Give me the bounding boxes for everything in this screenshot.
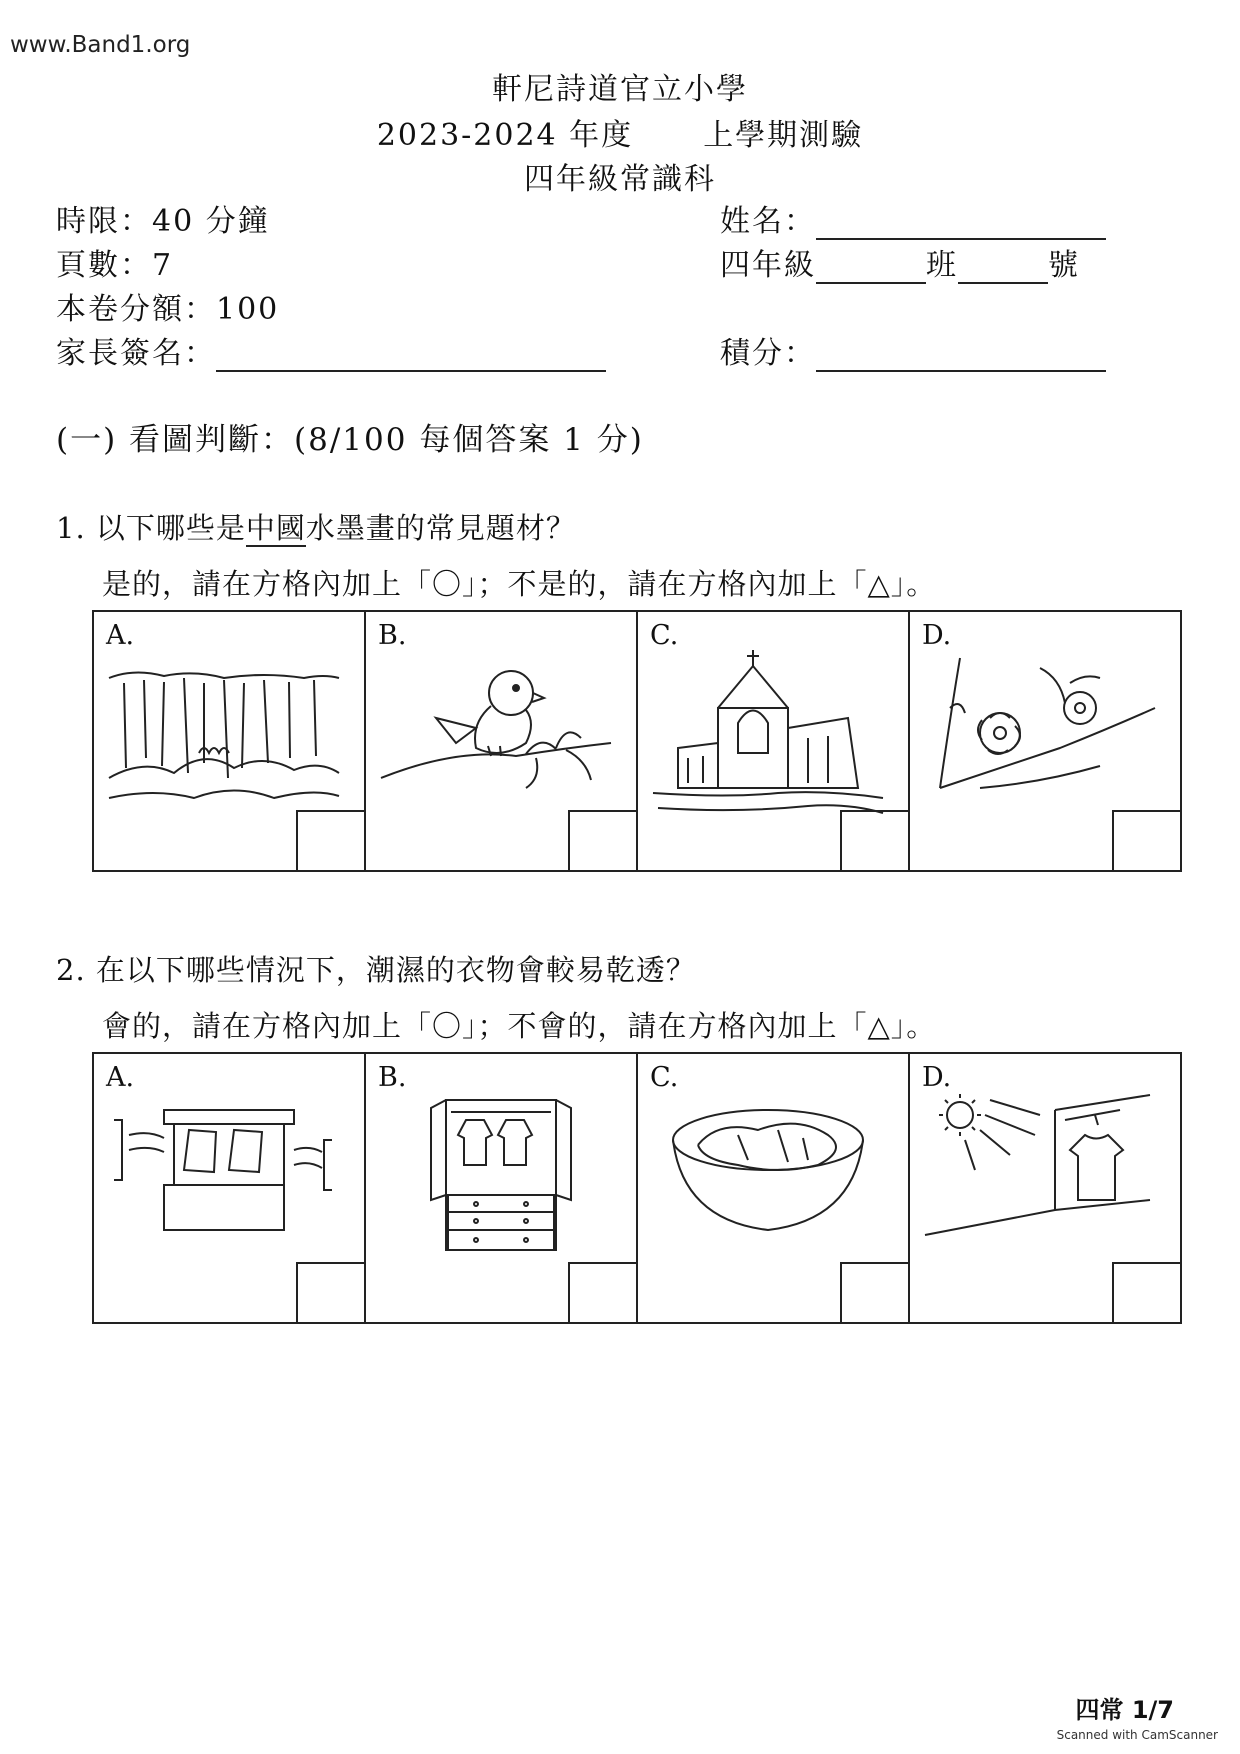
- page-count: 頁數：7: [56, 248, 174, 283]
- answer-box[interactable]: [296, 810, 364, 870]
- option-cell: [366, 612, 638, 870]
- option-label: D.: [922, 1062, 952, 1093]
- question-2-instruction: 會的，請在方格內加上「〇」；不會的，請在方格內加上「△」。: [102, 1009, 937, 1043]
- class-row: [720, 240, 1080, 284]
- clothes-rack-windy-picture-icon: [104, 1090, 344, 1260]
- answer-box[interactable]: [1112, 810, 1180, 870]
- school-year: 2023-2024 年度: [376, 118, 634, 153]
- name-field[interactable]: [816, 208, 1106, 240]
- school-name: 軒尼詩道官立小學: [492, 72, 748, 107]
- answer-box[interactable]: [1112, 1262, 1180, 1322]
- parent-signature-label: 家長簽名：: [56, 336, 216, 371]
- bird-on-branch-picture-icon: [376, 648, 616, 818]
- score-field[interactable]: [816, 340, 1106, 372]
- question-1-options: [92, 610, 1182, 872]
- answer-box[interactable]: [568, 1262, 636, 1322]
- parent-signature-field[interactable]: [216, 340, 606, 372]
- question-text-after: 水墨畫的常見題材？: [305, 511, 576, 545]
- question-text-before: 以下哪些是: [95, 511, 246, 545]
- option-label: C.: [650, 620, 679, 651]
- name-row: [720, 196, 1106, 240]
- score-row: [720, 328, 1106, 372]
- exam-term: 上學期測驗: [703, 118, 864, 153]
- question-1: [56, 506, 576, 547]
- clothes-in-basin-picture-icon: [648, 1090, 888, 1260]
- class-field[interactable]: [816, 252, 926, 284]
- answer-box[interactable]: [296, 1262, 364, 1322]
- parent-signature-row: [56, 328, 606, 372]
- score-label: 積分：: [720, 336, 816, 371]
- answer-box[interactable]: [840, 810, 908, 870]
- option-cell: [366, 1054, 638, 1322]
- option-label: A.: [106, 1062, 135, 1093]
- class-label: 班: [926, 248, 958, 283]
- answer-box[interactable]: [840, 1262, 908, 1322]
- question-underlined-word: 中國: [245, 511, 306, 545]
- plum-blossom-picture-icon: [920, 648, 1160, 818]
- option-label: A.: [106, 620, 135, 651]
- option-label: B.: [378, 1062, 407, 1093]
- option-cell: [638, 1054, 910, 1322]
- waterfall-picture-icon: [104, 648, 344, 818]
- option-cell: [638, 612, 910, 870]
- number-label: 號: [1048, 248, 1080, 283]
- option-cell: [94, 1054, 366, 1322]
- question-2-options: [92, 1052, 1182, 1324]
- clothes-in-sun-picture-icon: [920, 1090, 1160, 1260]
- section-heading: (一) 看圖判斷：(8/100 每個答案 1 分): [56, 422, 644, 458]
- scanner-watermark: Scanned with CamScanner: [1056, 1728, 1218, 1742]
- grade-label: 四年級: [720, 248, 816, 283]
- option-cell: [910, 612, 1180, 870]
- wardrobe-picture-icon: [376, 1090, 616, 1260]
- option-label: B.: [378, 620, 407, 651]
- number-field[interactable]: [958, 252, 1048, 284]
- answer-box[interactable]: [568, 810, 636, 870]
- name-label: 姓名：: [720, 204, 816, 239]
- page-number: 四常 1/7: [1075, 1696, 1174, 1724]
- question-number: 1.: [56, 511, 86, 545]
- watermark-text: www.Band1.org: [10, 32, 191, 58]
- option-label: D.: [922, 620, 952, 651]
- question-1-instruction: 是的，請在方格內加上「〇」；不是的，請在方格內加上「△」。: [102, 567, 937, 601]
- question-number: 2.: [56, 953, 86, 987]
- subject-title: 四年級常識科: [524, 162, 716, 197]
- church-picture-icon: [648, 648, 888, 818]
- total-marks: 本卷分額：100: [56, 292, 280, 327]
- question-text: 在以下哪些情況下，潮濕的衣物會較易乾透？: [95, 953, 696, 987]
- time-limit: 時限：40 分鐘: [56, 204, 270, 239]
- option-cell: [910, 1054, 1180, 1322]
- exam-title: [0, 110, 1240, 154]
- option-cell: [94, 612, 366, 870]
- option-label: C.: [650, 1062, 679, 1093]
- question-2: [56, 948, 696, 989]
